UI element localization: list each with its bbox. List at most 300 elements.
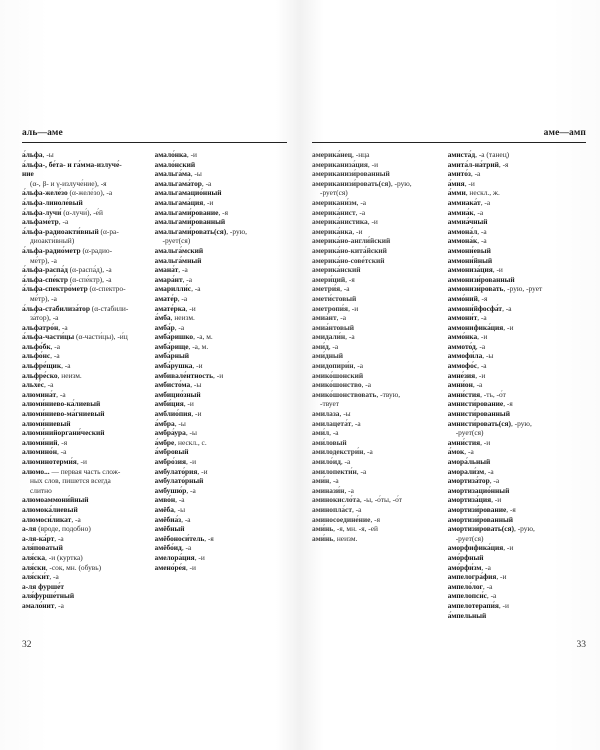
entry-grammar: , -и — [185, 303, 196, 313]
dictionary-entry — [22, 236, 155, 246]
headword: амиа́нт — [312, 313, 337, 323]
headword: амало́нский — [154, 159, 196, 169]
entry-grammar: слитно — [30, 485, 52, 495]
headword: а́мми — [447, 188, 466, 198]
headword: американиза́ция — [312, 159, 368, 169]
headword: аммо́ний — [447, 293, 478, 303]
headword: аммони́т — [447, 313, 478, 323]
entry-grammar: , -а — [484, 466, 494, 476]
headword: амортизи́ровать(ся) — [447, 524, 515, 534]
dictionary-entry — [448, 275, 586, 285]
dictionary-entry — [312, 524, 440, 534]
dictionary-entry — [312, 304, 440, 314]
headword: альфо́бк — [22, 341, 51, 351]
headword: ампелогра́фия — [447, 572, 497, 582]
dictionary-entry — [312, 495, 440, 505]
headword: алюми́ниево-ка́лиевый — [22, 399, 101, 409]
entry-grammar: , -а — [177, 293, 188, 303]
entry-grammar: , неизм. — [333, 533, 358, 543]
entry-grammar: , -а — [201, 178, 212, 188]
dictionary-entry — [312, 342, 440, 352]
entry-grammar: -рует(ся) — [455, 533, 484, 543]
entry-grammar: (α-части́цы), -и́ц — [74, 332, 128, 342]
headword: ами́д — [312, 341, 329, 351]
entry-grammar: , -а — [472, 380, 483, 390]
entry-grammar: , -и — [185, 457, 197, 466]
headword: аля́поватый — [22, 543, 63, 553]
dictionary-entry — [448, 476, 586, 486]
entry-grammar: , -и — [503, 543, 514, 553]
dictionary-entry — [448, 534, 586, 544]
entry-grammar: , -а — [356, 466, 367, 476]
entry-grammar: , -а — [475, 341, 486, 351]
entry-grammar: , -а — [329, 476, 339, 486]
dictionary-entry — [448, 150, 586, 160]
dictionary-entry — [312, 515, 440, 525]
dictionary-entry — [448, 160, 586, 170]
dictionary-entry — [155, 332, 288, 342]
dictionary-entry — [22, 438, 155, 448]
entry-grammar: , -а — [340, 284, 350, 294]
dictionary-entry — [22, 428, 155, 438]
dictionary-entry — [448, 495, 586, 505]
headword: амортизи́рование — [447, 504, 507, 514]
dictionary-entry — [448, 553, 586, 563]
right-column-2 — [440, 150, 586, 620]
entry-grammar: , -а — [355, 207, 366, 217]
headword: а́льфа-желе́зо — [22, 188, 68, 198]
entry-grammar: , -а — [174, 322, 185, 332]
dictionary-entry — [448, 409, 586, 419]
headword: амёбный — [154, 524, 185, 534]
headword: амбулато́рный — [154, 476, 204, 486]
headword: амилодекстри́н — [312, 447, 364, 457]
dictionary-entry — [312, 246, 440, 256]
headword: амальга́ма — [154, 169, 191, 179]
entry-grammar: , -а — [329, 428, 339, 438]
headword: амало́нит — [22, 600, 55, 610]
dictionary-entry — [155, 543, 288, 553]
dictionary-entry — [312, 351, 440, 361]
dictionary-entry — [22, 313, 155, 323]
entry-grammar: (α-ра- — [98, 226, 119, 236]
headword: амидопири́н — [312, 361, 354, 371]
headword: алюмока́лиевый — [22, 504, 78, 514]
headword: американизи́рованный — [312, 169, 390, 179]
dictionary-entry — [448, 332, 586, 342]
dictionary-entry — [448, 265, 586, 275]
entry-grammar: (вроде, подобно) — [36, 524, 91, 534]
headword: амальгама́ция — [154, 197, 204, 207]
entry-grammar: (α-желе́зо), -а — [67, 188, 113, 198]
headword: альфаме́тр — [22, 217, 59, 227]
entry-grammar: , -а — [50, 351, 60, 361]
entry-grammar: , -и — [186, 150, 198, 159]
dictionary-entry — [155, 198, 288, 208]
headword: а́льфа-спе́ктр — [22, 274, 68, 284]
dictionary-entry — [155, 188, 288, 198]
headword: американи́зм — [312, 197, 357, 207]
headword: ампело́лог — [447, 581, 483, 591]
dictionary-entry — [22, 601, 155, 611]
headword: амети́стовый — [312, 293, 357, 303]
entry-grammar: , -а — [486, 591, 497, 601]
dictionary-entry — [312, 236, 440, 246]
headword: алюмоси́ликат — [22, 514, 72, 524]
headword: а́мбре — [154, 437, 175, 447]
headword: амба́ришко — [154, 332, 194, 342]
entry-grammar: , -а — [345, 332, 355, 342]
entry-grammar: , -я — [57, 437, 68, 447]
headword: амни́стия — [447, 437, 481, 447]
headword: амарилли́с — [154, 284, 192, 294]
dictionary-entry — [22, 572, 155, 582]
entry-grammar: , -а — [178, 265, 188, 275]
headword: а́мия — [447, 178, 465, 188]
entry-grammar: , -ы — [185, 428, 197, 438]
dictionary-entry — [155, 323, 288, 333]
dictionary-entry — [312, 179, 440, 189]
entry-grammar: , -и — [464, 178, 475, 188]
dictionary-entry — [312, 447, 440, 457]
dictionary-entry — [448, 486, 586, 496]
headword: ами́л — [312, 428, 330, 438]
entry-grammar: , нескл., ж. — [465, 188, 500, 198]
entry-grammar: , -рую, — [514, 524, 535, 534]
headword: амортиза́тор — [447, 476, 490, 486]
headword: амиста́д — [447, 150, 476, 159]
entry-grammar: , -а — [502, 303, 512, 313]
dictionary-entry — [22, 371, 155, 381]
entry-grammar: , -я — [477, 293, 488, 303]
dictionary-entry — [22, 227, 155, 237]
right-columns — [312, 150, 586, 620]
entry-grammar: , -а — [470, 169, 481, 179]
entry-grammar: , -а — [56, 447, 67, 457]
dictionary-entry — [155, 342, 288, 352]
dictionary-entry — [155, 467, 288, 477]
dictionary-entry — [22, 495, 155, 505]
headword: амни́стия — [447, 389, 481, 399]
headword: аммони́евый — [447, 245, 491, 255]
dictionary-entry — [155, 150, 288, 160]
headword: аметри́я — [312, 284, 341, 294]
headword: амиа́нтовый — [312, 322, 355, 332]
dictionary-entry — [155, 217, 288, 227]
dictionary-entry — [448, 611, 586, 621]
entry-grammar: , -а — [54, 533, 64, 543]
dictionary-entry — [448, 563, 586, 573]
headword: аммонизи́ровать — [447, 284, 504, 294]
dictionary-entry — [155, 419, 288, 429]
entry-grammar: — первая часть слож- — [49, 466, 121, 476]
entry-grammar: , -а, м. — [193, 332, 213, 342]
dictionary-entry — [312, 534, 440, 544]
dictionary-entry — [312, 476, 440, 486]
headword: амёбоноси́тель — [154, 533, 205, 543]
entry-grammar: (α-спе́ктр), -а — [68, 274, 112, 284]
headword: американизи́ровать(ся) — [312, 178, 391, 188]
headword: аммона́л — [447, 226, 478, 236]
dictionary-entry — [155, 160, 288, 170]
headword: ами́ловый — [312, 437, 347, 447]
headword: амёбиа́з — [154, 514, 182, 524]
entry-grammar: , -и — [191, 409, 202, 419]
headword: амнисти́рованный — [447, 409, 510, 419]
dictionary-entry — [448, 371, 586, 381]
dictionary-entry — [312, 150, 440, 160]
headword: амено́ре́я — [154, 562, 186, 572]
headword: амо́рфи́зм — [447, 562, 482, 572]
dictionary-entry — [312, 486, 440, 496]
headword: амбро́зия — [154, 457, 186, 466]
dictionary-entry — [312, 188, 440, 198]
dictionary-entry — [448, 572, 586, 582]
dictionary-entry — [22, 304, 155, 314]
entry-grammar: (α-стабили- — [89, 303, 129, 313]
entry-grammar: , -а — [328, 341, 339, 351]
dictionary-entry — [448, 591, 586, 601]
dictionary-entry — [22, 447, 155, 457]
dictionary-entry — [155, 563, 288, 573]
entry-grammar: , -и — [480, 437, 491, 447]
headword: альфре́ско — [22, 370, 58, 380]
headword: а́мок — [447, 447, 465, 457]
dictionary-entry — [22, 275, 155, 285]
entry-grammar: , -а — [489, 476, 500, 486]
entry-grammar: , -а — [477, 236, 487, 246]
entry-grammar: , -ы — [190, 169, 202, 179]
dictionary-entry — [155, 428, 288, 438]
dictionary-entry — [448, 217, 586, 227]
entry-grammar: , -а — [351, 504, 362, 514]
headword: амидали́н — [312, 332, 346, 342]
dictionary-entry — [22, 399, 155, 409]
headword: аморали́зм — [447, 466, 485, 476]
headword: ами́нь — [312, 524, 334, 534]
dictionary-entry — [312, 169, 440, 179]
entry-grammar: , -а — [191, 284, 201, 294]
dictionary-entry — [448, 313, 586, 323]
headword: амблио́пия — [154, 409, 192, 419]
dictionary-entry — [312, 275, 440, 285]
entry-grammar: , -твую, — [376, 389, 401, 399]
entry-grammar: , -я, мн. -я, -ей — [333, 524, 378, 534]
headword: амортизацио́нный — [447, 485, 510, 495]
entry-grammar: , -и — [194, 552, 205, 562]
dictionary-entry — [312, 265, 440, 275]
dictionary-entry — [22, 563, 155, 573]
dictionary-entry — [312, 208, 440, 218]
entry-grammar: , -ы — [482, 351, 494, 361]
dictionary-entry — [448, 284, 586, 294]
headword: альфре́щик — [22, 361, 62, 371]
dictionary-entry — [312, 438, 440, 448]
headword: алюми́ниево-ма́гниевый — [22, 409, 105, 419]
headword: аммони́йный — [447, 255, 493, 265]
entry-grammar: , -я — [370, 514, 380, 524]
dictionary-entry — [312, 371, 440, 381]
headword: америка́но-англи́йский — [312, 236, 391, 246]
dictionary-entry — [155, 447, 288, 457]
dictionary-entry — [448, 467, 586, 477]
headword: амилопекти́н — [312, 466, 357, 476]
dictionary-entry — [22, 419, 155, 429]
dictionary-entry — [155, 495, 288, 505]
dictionary-entry — [22, 188, 155, 198]
headword: аммонифика́ция — [447, 322, 504, 332]
dictionary-entry — [448, 524, 586, 534]
dictionary-entry — [448, 582, 586, 592]
dictionary-entry — [155, 227, 288, 237]
headword: америка́нский — [312, 265, 361, 275]
entry-grammar: , -а — [61, 361, 71, 371]
dictionary-entry — [155, 390, 288, 400]
right-page — [312, 128, 586, 688]
dictionary-entry — [155, 515, 288, 525]
dictionary-entry — [155, 284, 288, 294]
dictionary-entry — [155, 208, 288, 218]
dictionary-entry — [312, 323, 440, 333]
dictionary-entry — [312, 428, 440, 438]
dictionary-entry — [155, 399, 288, 409]
headword: амико́шонский — [312, 370, 364, 380]
dictionary-entry — [22, 217, 155, 227]
dictionary-entry — [312, 160, 440, 170]
headword: амальгама́тор — [154, 178, 202, 188]
dictionary-entry — [22, 198, 155, 208]
headword: амбра́ура — [154, 428, 186, 438]
dictionary-entry — [155, 409, 288, 419]
headword: амило́ид — [312, 457, 341, 466]
headword: аминокисло́та — [312, 495, 360, 505]
dictionary-entry — [22, 505, 155, 515]
dictionary-entry — [22, 284, 155, 294]
entry-grammar: , -а — [54, 600, 64, 610]
dictionary-entry — [312, 227, 440, 237]
headword: амилаза — [312, 409, 340, 419]
dictionary-entry — [312, 380, 440, 390]
dictionary-entry — [448, 304, 586, 314]
entry-grammar: (α-спектро- — [87, 284, 126, 294]
entry-grammar: , -и — [492, 265, 503, 275]
dictionary-entry — [22, 543, 155, 553]
entry-grammar: , -а — [336, 313, 347, 323]
dictionary-entry — [155, 275, 288, 285]
entry-grammar: , -и — [352, 226, 363, 236]
dictionary-entry — [155, 294, 288, 304]
entry-grammar: , -я — [345, 274, 355, 284]
dictionary-entry — [448, 505, 586, 515]
entry-grammar: , -а — [43, 380, 54, 390]
entry-grammar: (α-радио- — [80, 245, 113, 255]
headword: аммонизи́рованный — [447, 274, 515, 284]
headword: амбивале́нтность — [154, 370, 214, 380]
headword: амбушю́р — [154, 485, 187, 495]
dictionary-entry — [22, 476, 155, 486]
left-columns — [22, 150, 287, 611]
dictionary-entry — [22, 390, 155, 400]
headword: амбулато́рия — [154, 466, 198, 476]
headword: аммофи́ла — [447, 351, 483, 361]
dictionary-entry — [312, 284, 440, 294]
headword: а́льфа-стабилиза́тор — [22, 303, 90, 313]
headword: аля́ски́т — [22, 572, 50, 582]
entry-grammar: ных слов, пишется всегда — [30, 476, 111, 486]
entry-grammar: , -а — [49, 572, 59, 582]
entry-grammar: ме́тр), -а — [30, 255, 57, 265]
dictionary-entry — [448, 351, 586, 361]
headword: америка́нист — [312, 207, 356, 217]
entry-grammar: (α-распа́д), -а — [67, 265, 112, 275]
entry-grammar: -рует(ся) — [455, 428, 484, 438]
entry-grammar: -рует(ся) — [320, 188, 348, 198]
entry-grammar: , -а — [480, 197, 491, 207]
headword: ами́н — [312, 476, 330, 486]
entry-grammar: , -я — [204, 533, 214, 543]
header-rule-right — [312, 142, 586, 143]
entry-grammar: , -а — [71, 514, 81, 524]
headword: амбисто́ма — [154, 380, 191, 390]
entry-grammar: , -а — [482, 581, 493, 591]
headword: а-ля фурше́т — [22, 581, 65, 591]
entry-grammar: , неизм. — [170, 313, 195, 323]
dictionary-entry — [22, 246, 155, 256]
entry-grammar: , -и — [185, 562, 196, 572]
headword: а-ля — [22, 524, 37, 534]
dictionary-entry — [22, 323, 155, 333]
dictionary-entry — [155, 371, 288, 381]
dictionary-entry — [22, 179, 155, 189]
dictionary-entry — [448, 543, 586, 553]
headword: аметропи́я — [312, 303, 349, 313]
dictionary-entry — [155, 505, 288, 515]
headword: амо́рфный — [447, 552, 484, 562]
entry-grammar: , -а — [363, 447, 373, 457]
entry-grammar: , -и — [503, 322, 514, 332]
entry-grammar: , -а — [175, 495, 185, 505]
dictionary-entry — [22, 294, 155, 304]
headword: амелора́ция — [154, 552, 195, 562]
entry-grammar: , -и — [183, 399, 194, 409]
headword: амёба — [154, 504, 174, 514]
headword: а́мбровый — [154, 447, 189, 457]
dictionary-entry — [155, 236, 288, 246]
entry-grammar: , -ы — [173, 504, 186, 514]
dictionary-entry — [448, 601, 586, 611]
headword: амво́н — [154, 495, 176, 505]
dictionary-entry — [448, 428, 586, 438]
dictionary-entry — [448, 294, 586, 304]
entry-grammar: , -рую, — [226, 226, 248, 236]
dictionary-entry — [448, 457, 586, 467]
dictionary-entry — [22, 467, 155, 477]
headword: аммо́нка — [447, 332, 478, 342]
entry-grammar: , -а — [477, 361, 487, 371]
dictionary-entry — [448, 380, 586, 390]
entry-grammar: , -и (куртка) — [45, 552, 83, 562]
headword: а́льфа-распа́д — [22, 265, 68, 275]
entry-grammar: , -а — [344, 485, 354, 495]
entry-grammar: -твует — [320, 399, 340, 409]
dictionary-entry — [155, 361, 288, 371]
headword: альфатро́н — [22, 322, 59, 332]
dictionary-entry — [22, 342, 155, 352]
headword: а́льфа-спектро́метр — [22, 284, 88, 294]
dictionary-entry — [448, 208, 586, 218]
headword: а-ля-ка́рт — [22, 533, 55, 543]
headword: аммото́д — [447, 341, 476, 351]
